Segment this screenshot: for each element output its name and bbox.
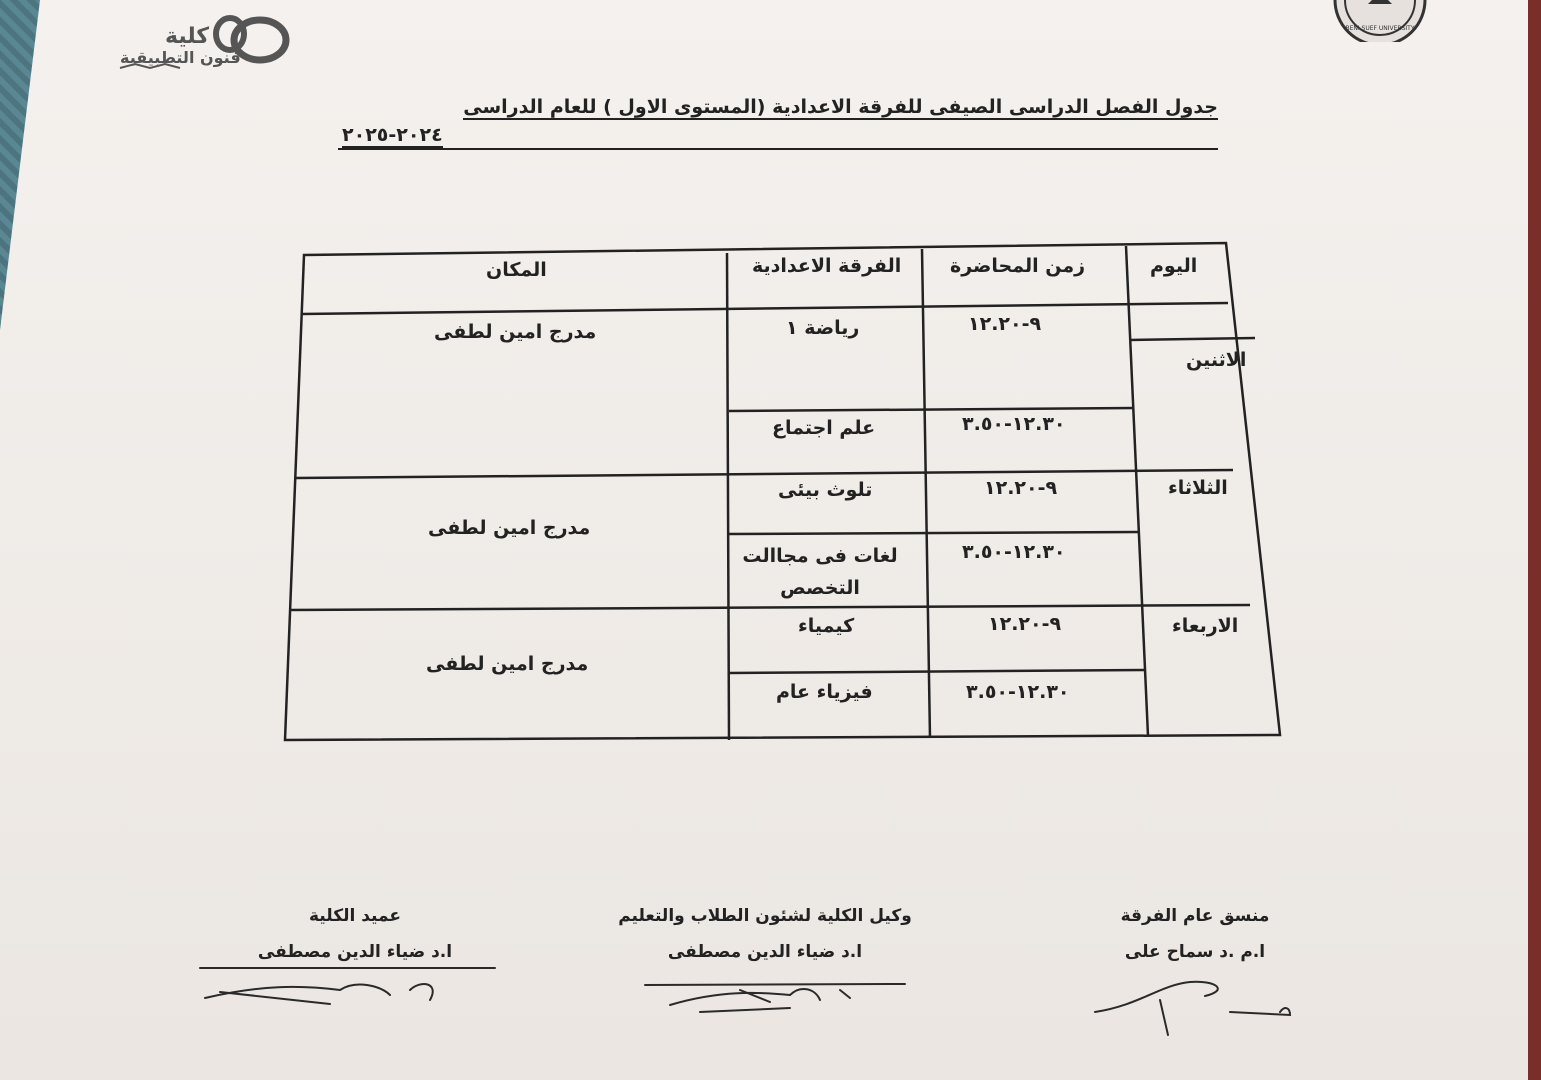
place-cell: مدرج امين لطفى [428, 517, 591, 539]
subject-cell: رياضة ١ [786, 317, 860, 339]
university-seal-text: BENI SUEF UNIVERSITY [1345, 25, 1415, 32]
time-cell: ٩-١٢.٢٠ [968, 313, 1042, 335]
signature-role: عميد الكلية [309, 906, 401, 926]
place-cell: مدرج امين لطفى [426, 653, 589, 675]
day-tuesday: الثلاثاء [1168, 477, 1228, 499]
subject-cell: لغات فى مجاالت التخصص [742, 545, 898, 599]
title-year: ٢٠٢٤-٢٠٢٥ [342, 124, 443, 146]
college-logo-text-1: كلية [165, 24, 210, 49]
signature-role: وكيل الكلية لشئون الطلاب والتعليم [618, 906, 912, 926]
header-subject: الفرقة الاعدادية [752, 255, 902, 277]
time-cell: ١٢.٣٠-٣.٥٠ [966, 681, 1070, 703]
day-monday: الاثنين [1186, 349, 1247, 371]
header-place: المكان [486, 259, 547, 281]
signature-name: ا.م .د سماح على [1124, 942, 1266, 962]
college-logo-text-2: فنون التطبيقية [120, 48, 241, 67]
place-cell: مدرج امين لطفى [434, 321, 597, 343]
signature-name: ا.د ضياء الدين مصطفى [667, 942, 863, 962]
time-cell: ٩-١٢.٢٠ [988, 613, 1062, 635]
title-line-1: جدول الفصل الدراسى الصيفى للفرقة الاعدادية (المستوى الاول ) للعام الدراسى [463, 96, 1218, 118]
signature-role: منسق عام الفرقة [1120, 906, 1270, 926]
time-cell: ١٢.٣٠-٣.٥٠ [962, 541, 1066, 563]
day-wednesday: الاربعاء [1172, 615, 1239, 637]
signature-name: ا.د ضياء الدين مصطفى [257, 942, 453, 962]
header-day: اليوم [1150, 255, 1198, 277]
header-time: زمن المحاضرة [950, 255, 1086, 277]
subject-cell: كيمياء [798, 615, 855, 637]
subject-cell: فيزياء عام [776, 681, 873, 703]
subject-cell: علم اجتماع [772, 417, 876, 439]
time-cell: ٩-١٢.٢٠ [984, 477, 1058, 499]
time-cell: ١٢.٣٠-٣.٥٠ [962, 413, 1066, 435]
subject-cell: تلوث بيئى [778, 479, 873, 501]
